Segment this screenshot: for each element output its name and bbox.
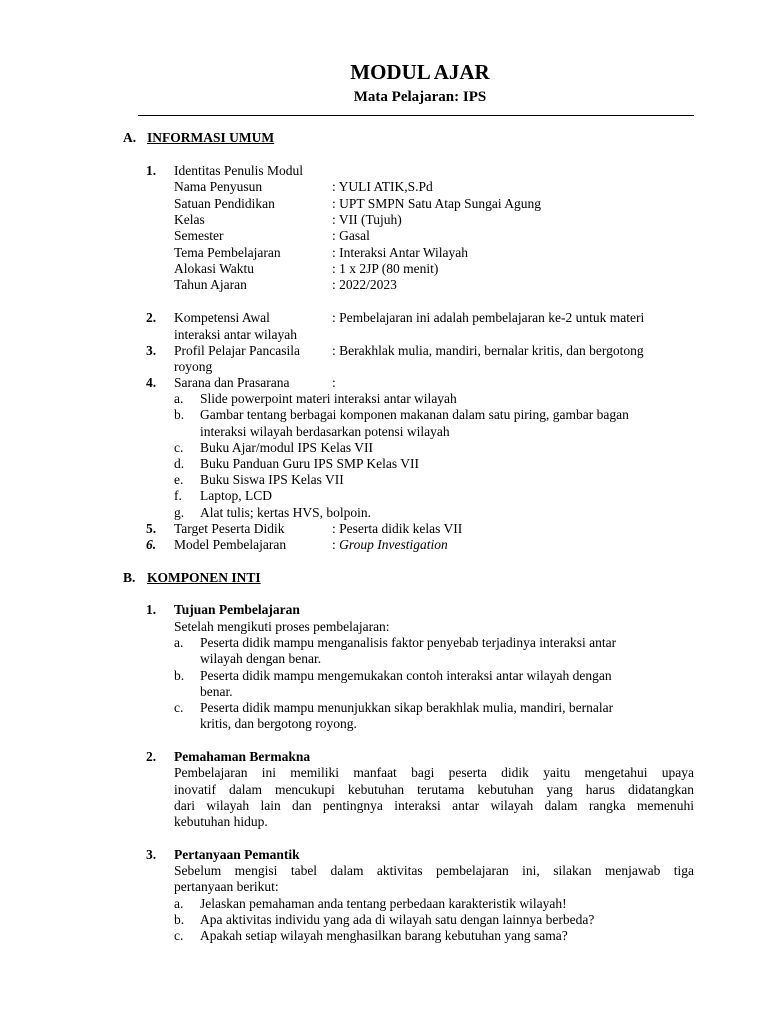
paragraph-text: kebutuhan hidup.	[174, 814, 268, 829]
intro-text: Sebelum mengisi tabel dalam aktivitas pembelajaran ini, silakan menjawab tiga	[174, 863, 694, 878]
list-text: Gambar tentang berbagai komponen makanan dalam satu piring, gambar bagan	[200, 407, 629, 422]
list-letter: d.	[174, 456, 185, 471]
field-label: Satuan Pendidikan	[174, 196, 275, 211]
list-text-continued: kritis, dan bergotong royong.	[200, 716, 357, 731]
list-letter: f.	[174, 488, 182, 503]
field-label: Model Pembelajaran	[174, 537, 287, 552]
field-value: : Pembelajaran ini adalah pembelajaran ke-2 untuk materi	[332, 310, 645, 325]
document-subtitle: Mata Pelajaran: IPS	[353, 89, 487, 105]
list-text: Laptop, LCD	[200, 488, 272, 503]
section-b-label: B.	[123, 570, 136, 585]
field-value: : 1 x 2JP (80 menit)	[332, 261, 439, 276]
list-text: Peserta didik mampu mengemukakan contoh interaksi antar wilayah dengan	[200, 668, 612, 683]
field-value: : Berakhlak mulia, mandiri, bernalar kritis, dan bergotong	[332, 343, 644, 358]
list-letter: g.	[174, 505, 185, 520]
field-value-continued: royong	[174, 359, 213, 374]
section-a-heading	[123, 130, 274, 146]
field-label: Tema Pembelajaran	[174, 245, 281, 260]
list-text: Jelaskan pemahaman anda tentang perbedaan karakteristik wilayah!	[200, 896, 567, 911]
list-text-continued: wilayah dengan benar.	[200, 651, 322, 666]
field-value: : Interaksi Antar Wilayah	[332, 245, 469, 260]
paragraph-text: inovatif dalam mencukupi kebutuhan terutama kebutuhan yang harus didatangkan	[174, 782, 694, 797]
list-letter: e.	[174, 472, 184, 487]
list-text: Slide powerpoint materi interaksi antar wilayah	[200, 391, 457, 406]
field-value: : Peserta didik kelas VII	[332, 521, 463, 536]
list-text: Buku Siswa IPS Kelas VII	[200, 472, 344, 487]
identitas-heading: Identitas Penulis Modul	[174, 163, 303, 178]
item-number: 3.	[146, 847, 157, 862]
item-number: 3.	[146, 343, 157, 358]
list-letter: a.	[174, 635, 184, 650]
list-text-continued: interaksi wilayah berdasarkan potensi wilayah	[200, 424, 450, 439]
field-value: : VII (Tujuh)	[332, 212, 402, 227]
list-letter: b.	[174, 912, 185, 927]
item-number: 2.	[146, 749, 157, 764]
item-number: 1.	[146, 163, 157, 178]
list-text: Buku Ajar/modul IPS Kelas VII	[200, 440, 373, 455]
list-text: Alat tulis; kertas HVS, bolpoin.	[200, 505, 371, 520]
subsection-heading: Pertanyaan Pemantik	[174, 847, 300, 862]
item-number: 6.	[146, 537, 157, 552]
field-label: Nama Penyusun	[174, 179, 263, 194]
list-text-continued: benar.	[200, 684, 233, 699]
list-letter: c.	[174, 700, 184, 715]
field-label: Sarana dan Prasarana	[174, 375, 290, 390]
field-label: Kompetensi Awal	[174, 310, 270, 325]
field-label: Kelas	[174, 212, 205, 227]
field-value-continued: interaksi antar wilayah	[174, 327, 297, 342]
section-a-title: INFORMASI UMUM	[147, 130, 275, 145]
section-b-title: KOMPONEN INTI	[147, 570, 261, 585]
field-value: : Gasal	[332, 228, 370, 243]
list-letter: a.	[174, 896, 184, 911]
field-label: Semester	[174, 228, 224, 243]
subsection-heading: Pemahaman Bermakna	[174, 749, 311, 764]
list-letter: b.	[174, 407, 185, 422]
field-colon: :	[332, 537, 336, 552]
field-colon: :	[332, 375, 336, 390]
field-value: : YULI ATIK,S.Pd	[332, 179, 433, 194]
list-letter: b.	[174, 668, 185, 683]
field-label: Alokasi Waktu	[174, 261, 255, 276]
field-value: Group Investigation	[339, 537, 448, 552]
subsection-heading: Tujuan Pembelajaran	[174, 602, 300, 617]
field-value: : UPT SMPN Satu Atap Sungai Agung	[332, 196, 542, 211]
field-label: Target Peserta Didik	[174, 521, 285, 536]
field-value: : 2022/2023	[332, 277, 397, 292]
list-text: Apa aktivitas individu yang ada di wilayah satu dengan lainnya berbeda?	[200, 912, 595, 927]
title-divider	[138, 115, 694, 116]
item-number: 4.	[146, 375, 157, 390]
intro-text-continued: pertanyaan berikut:	[174, 879, 279, 894]
list-text: Buku Panduan Guru IPS SMP Kelas VII	[200, 456, 420, 471]
item-number: 2.	[146, 310, 157, 325]
field-label: Profil Pelajar Pancasila	[174, 343, 300, 358]
item-number: 5.	[146, 521, 157, 536]
paragraph-text: Pembelajaran ini memiliki manfaat bagi peserta didik yaitu mengetahui upaya	[174, 765, 694, 780]
list-letter: c.	[174, 440, 184, 455]
section-a-label: A.	[123, 130, 137, 145]
list-letter: a.	[174, 391, 184, 406]
section-b-heading	[123, 570, 261, 586]
document-title: MODUL AJAR	[350, 60, 490, 84]
list-letter: c.	[174, 928, 184, 943]
item-number: 1.	[146, 602, 157, 617]
field-label: Tahun Ajaran	[174, 277, 247, 292]
list-text: Peserta didik mampu menunjukkan sikap berakhlak mulia, mandiri, bernalar	[200, 700, 614, 715]
list-text: Peserta didik mampu menganalisis faktor penyebab terjadinya interaksi antar	[200, 635, 617, 650]
paragraph-text: dari wilayah lain dan pentingnya interaksi antar wilayah dalam rangka memenuhi	[174, 798, 694, 813]
intro-text: Setelah mengikuti proses pembelajaran:	[174, 619, 390, 634]
list-text: Apakah setiap wilayah menghasilkan barang kebutuhan yang sama?	[200, 928, 568, 943]
